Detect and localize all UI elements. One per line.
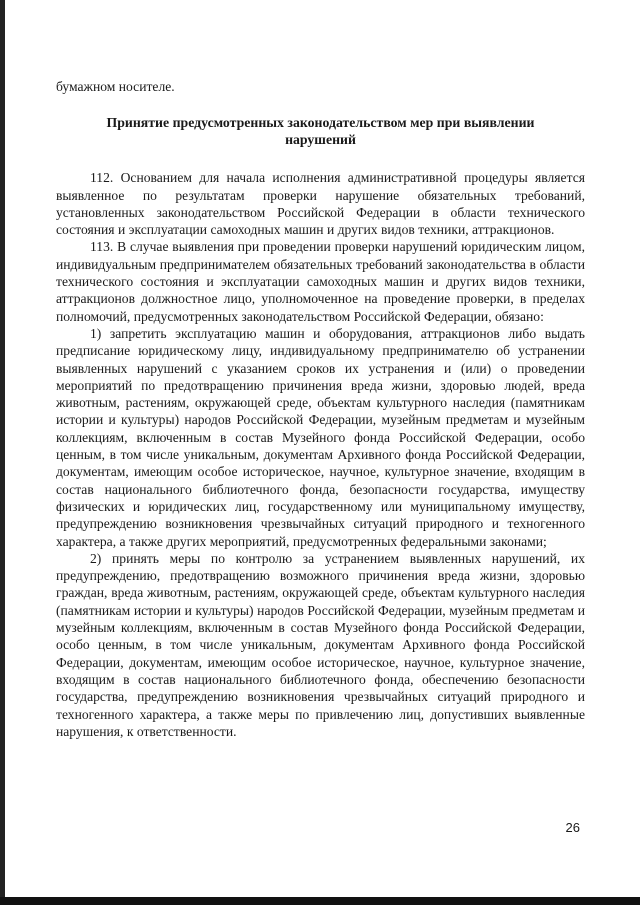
list-item-1: 1) запретить эксплуатацию машин и оборудования, аттракционов либо выдать предписание юридическому лицу, индивидуальному предпринимателю об устранении выявленных нарушений с указанием сроков их устранения и (или) о проведении мероприятий по предотвращению причинения вреда жизни, здоровью людей, вреда животным, растениям, окружающей среде, объектам культурного наследия (памятникам истории и культуры) народов Российской Федерации, музейным предметам и музейным коллекциям, включенным в состав Музейного фонда Российской Федерации, особо ценным, в том числе уникальным, документам Архивного фонда Российской Федерации, документам, имеющим особое историческое, научное, культурное значение, входящим в состав национального библиотечного фонда, безопасности государства, имуществу физических и юридических лиц, государственному или муниципальному имуществу, предупреждению возникновения чрезвычайных ситуаций природного и техногенного характера, а также других мероприятий, предусмотренных федеральными законами; — [56, 325, 585, 549]
carryover-text: бумажном носителе. — [56, 79, 175, 94]
paragraph-112: 112. Основанием для начала исполнения административной процедуры является выявленное по результатам проверки нарушение обязательных требований, установленных законодательством Российской Федерации в области технического состояния и эксплуатации самоходных машин и других видов техники, аттракционов. — [56, 170, 585, 238]
list-item-2: 2) принять меры по контролю за устранением выявленных нарушений, их предупреждению, предотвращению возможного причинения вреда жизни, здоровью граждан, вреда животным, растениям, окружающей среде, объектам культурного наследия (памятникам истории и культуры) народов Российской Федерации, музейным предметам и музейным коллекциям, включенным в состав Музейного фонда Российской Федерации, особо ценным, в том числе уникальным, документам Архивного фонда Российской Федерации, документам, имеющим особое историческое, научное, культурное значение, входящим в состав национального библиотечного фонда, обеспечению безопасности государства, предупреждению возникновения чрезвычайных ситуаций природного и техногенного характера, а также меры по привлечению лиц, допустивших выявленные нарушения, к ответственности. — [56, 550, 585, 739]
paragraph-113: 113. В случае выявления при проведении проверки нарушений юридическим лицом, индивидуальным предпринимателем обязательных требований законодательства в области технического состояния и эксплуатации самоходных машин и других видов техники, аттракционов должностное лицо, уполномоченное на проведение проверки, в пределах полномочий, предусмотренных законодательством Российской Федерации, обязано: — [56, 239, 585, 324]
scan-left-edge — [0, 0, 5, 905]
scan-bottom-edge — [0, 897, 640, 905]
section-heading: Принятие предусмотренных законодательством мер при выявлении нарушений — [106, 115, 535, 148]
page-number: 26 — [565, 820, 580, 835]
page-body — [56, 78, 585, 740]
